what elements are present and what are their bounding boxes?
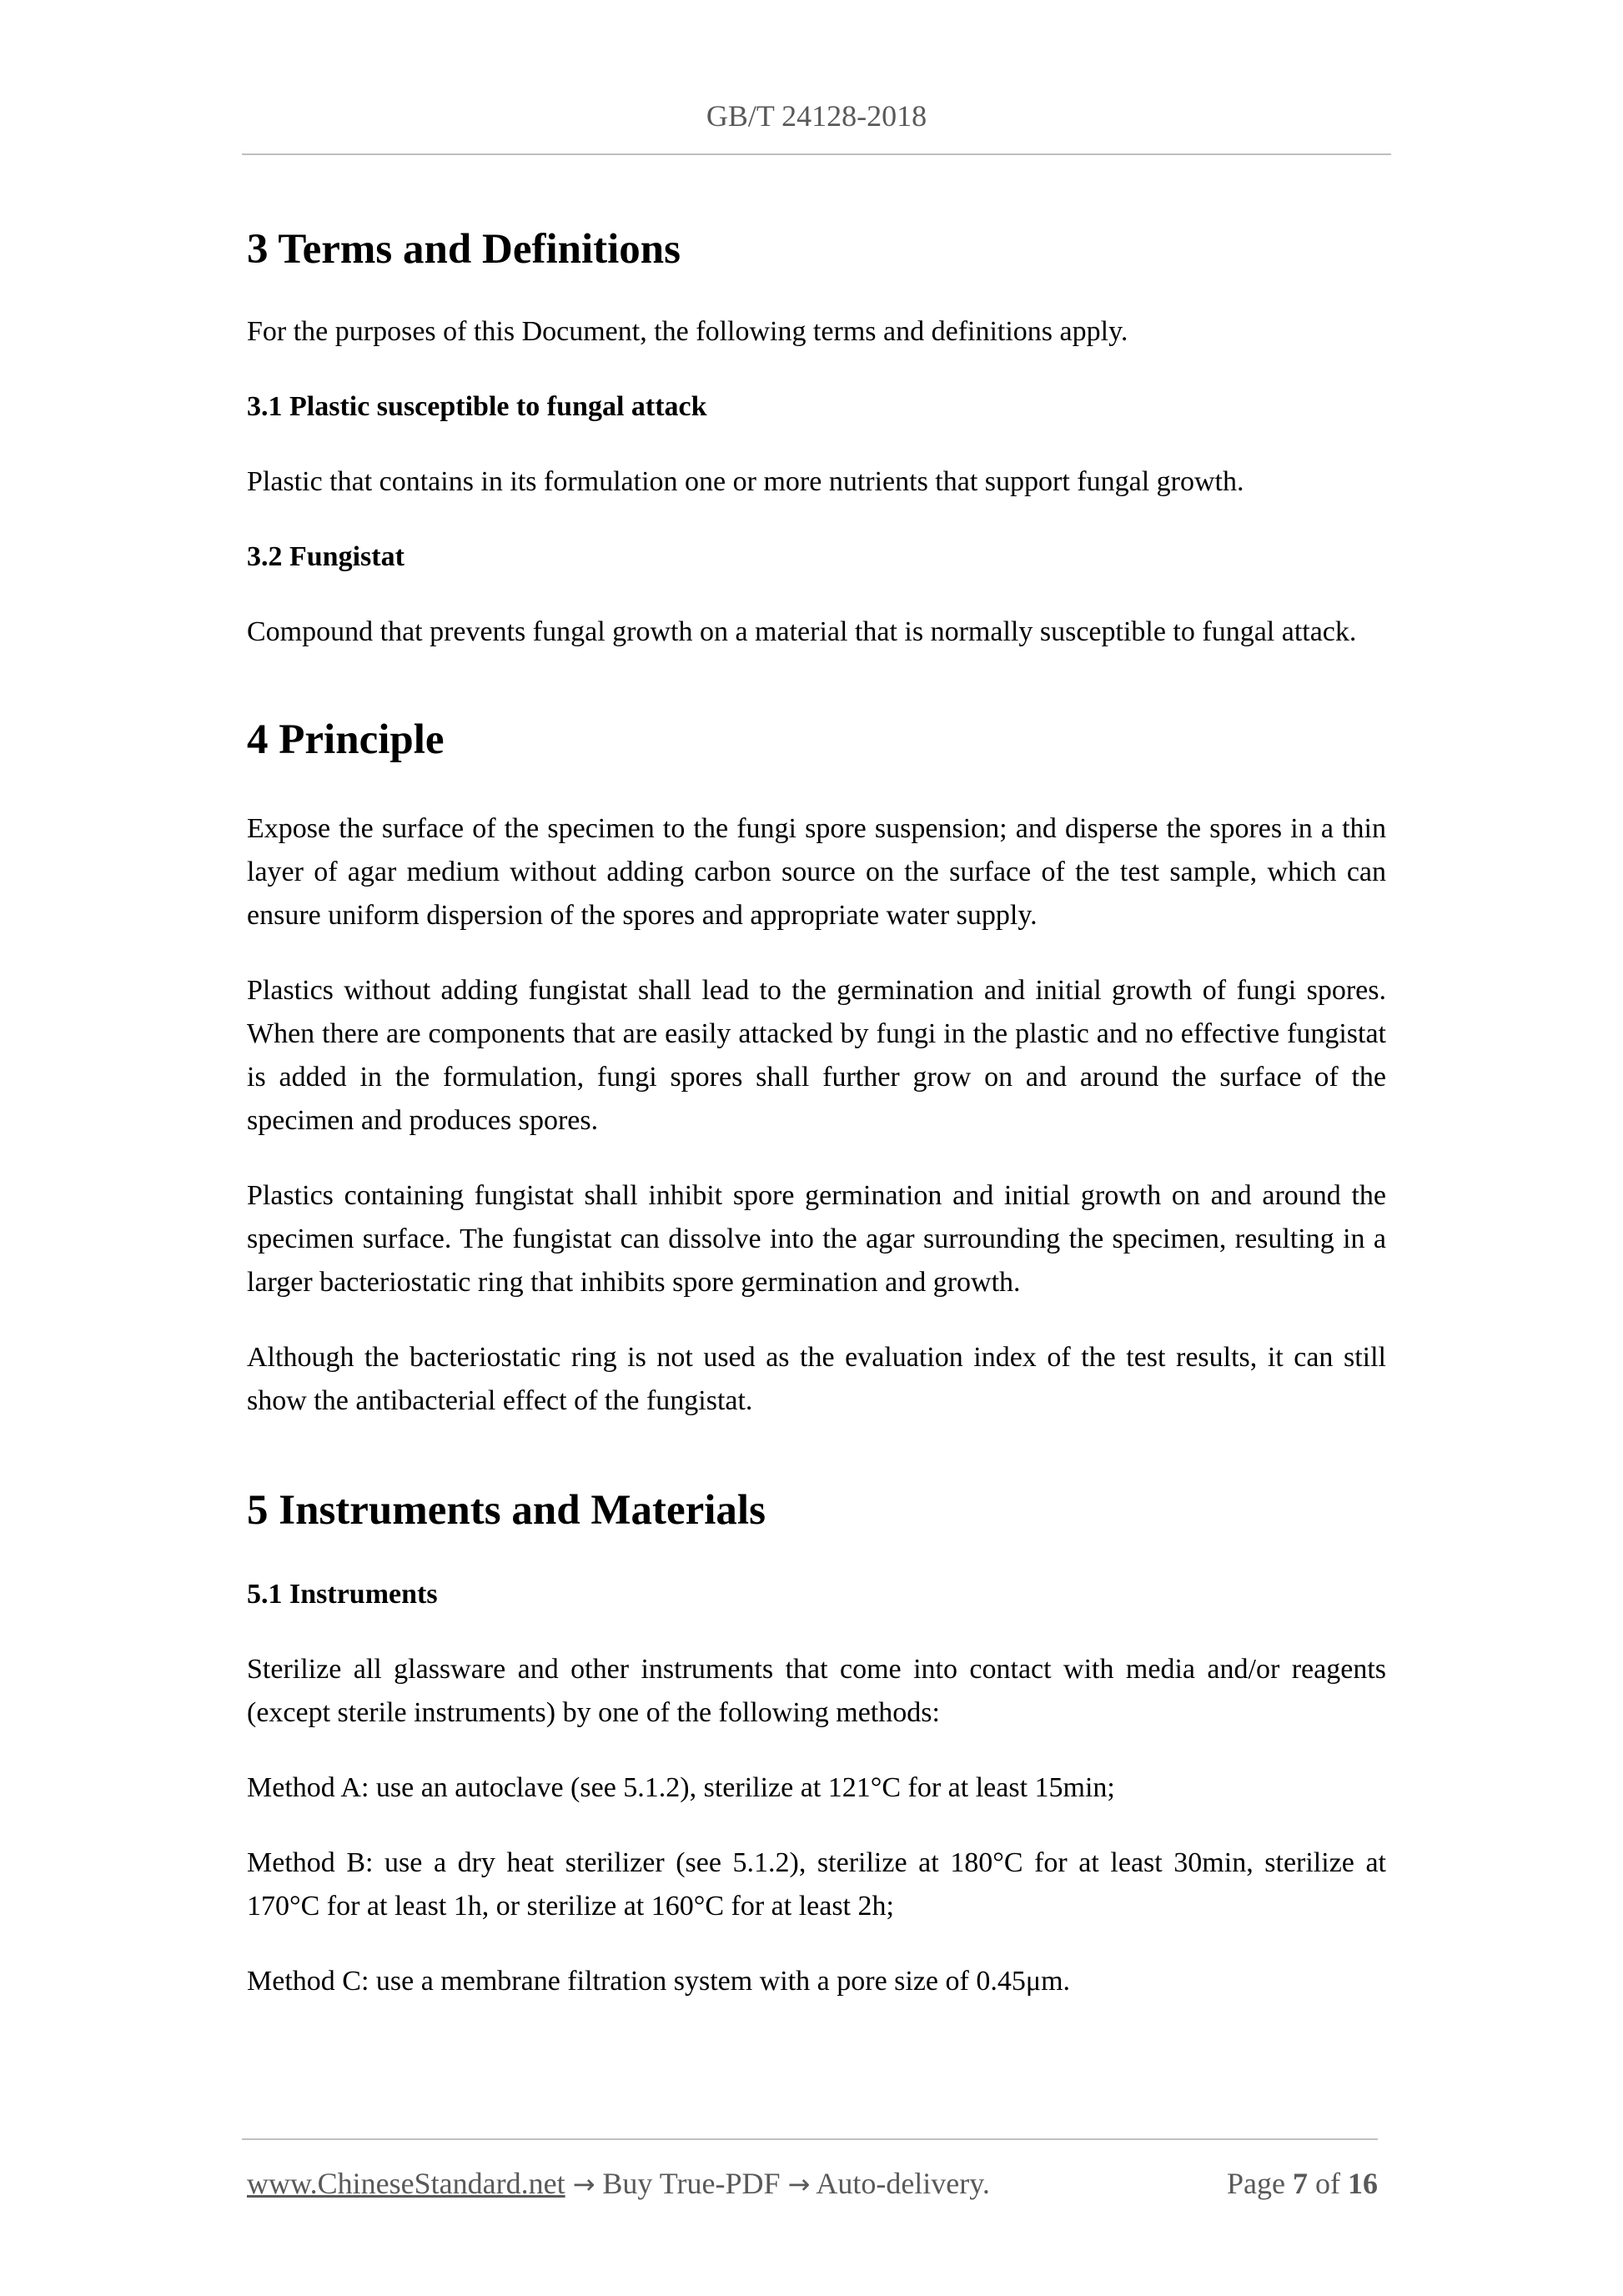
section-5-heading: 5 Instruments and Materials bbox=[247, 1487, 766, 1534]
method-c-text: Method C: use a membrane filtration system with a pore size of 0.45μm. bbox=[247, 1966, 1071, 1997]
page-current: 7 bbox=[1293, 2167, 1308, 2200]
method-a-text: Method A: use an autoclave (see 5.1.2), sterilize at 121°C for at least 15min; bbox=[247, 1772, 1115, 1803]
method-b-text: Method B: use a dry heat sterilizer (see 5.1.2), sterilize at 180°C for at least 30min, sterilize at 170°C for at least 1h, or sterilize at 160°C for at least 2h; bbox=[247, 1847, 1386, 1922]
page-total: 16 bbox=[1348, 2167, 1378, 2200]
buy-true-pdf-text: Buy True-PDF bbox=[602, 2167, 781, 2200]
footer-divider bbox=[242, 2138, 1378, 2140]
term-3-2-heading: 3.2 Fungistat bbox=[247, 541, 404, 572]
auto-delivery-text: Auto-delivery. bbox=[816, 2167, 990, 2200]
instruments-paragraph: Sterilize all glassware and other instruments that come into contact with media and/or reagents (except sterile instruments) by one of the following methods: bbox=[247, 1654, 1386, 1728]
term-3-2-definition: Compound that prevents fungal growth on a material that is normally susceptible to fungal attack. bbox=[247, 616, 1357, 647]
principle-paragraph-3: Plastics containing fungistat shall inhibit spore germination and initial growth on and around the specimen surface. The fungistat can dissolve into the agar surrounding the specimen, resulting in a larger bacteriostatic ring that inhibits spore germination and growth. bbox=[247, 1180, 1386, 1298]
subsection-5-1-heading: 5.1 Instruments bbox=[247, 1579, 438, 1610]
page-header-doc-id: GB/T 24128-2018 bbox=[706, 99, 927, 133]
section-4-heading: 4 Principle bbox=[247, 716, 445, 763]
term-3-1-heading: 3.1 Plastic susceptible to fungal attack bbox=[247, 391, 707, 422]
arrow-right-icon: → bbox=[572, 2168, 595, 2200]
document-body bbox=[247, 219, 1386, 2003]
term-3-1-definition: Plastic that contains in its formulation one or more nutrients that support fungal growth. bbox=[247, 466, 1244, 497]
arrow-right-icon: → bbox=[787, 2168, 811, 2200]
principle-paragraph-1: Expose the surface of the specimen to the fungi spore suspension; and disperse the spores in a thin layer of agar medium without adding carbon source on the surface of the test sample, which can ensure uniform dispersion of the spores and appropriate water supply. bbox=[247, 813, 1386, 931]
page-label: Page bbox=[1227, 2167, 1285, 2200]
page-of-label: of bbox=[1315, 2167, 1340, 2200]
section-3-intro: For the purposes of this Document, the following terms and definitions apply. bbox=[247, 316, 1128, 347]
header-divider bbox=[242, 153, 1391, 155]
footer-promo bbox=[247, 2162, 990, 2206]
principle-paragraph-2: Plastics without adding fungistat shall lead to the germination and initial growth of fungi spores. When there are components that are easily attacked by fungi in the plastic and no effective fungistat is added in the formulation, fungi spores shall further grow on and around the surface of the specimen and produces spores. bbox=[247, 975, 1386, 1136]
section-3-heading: 3 Terms and Definitions bbox=[247, 226, 681, 273]
page-number bbox=[1227, 2162, 1378, 2205]
site-link[interactable]: www.ChineseStandard.net bbox=[247, 2167, 565, 2200]
principle-paragraph-4: Although the bacteriostatic ring is not used as the evaluation index of the test results, it can still show the antibacterial effect of the fungistat. bbox=[247, 1342, 1386, 1416]
